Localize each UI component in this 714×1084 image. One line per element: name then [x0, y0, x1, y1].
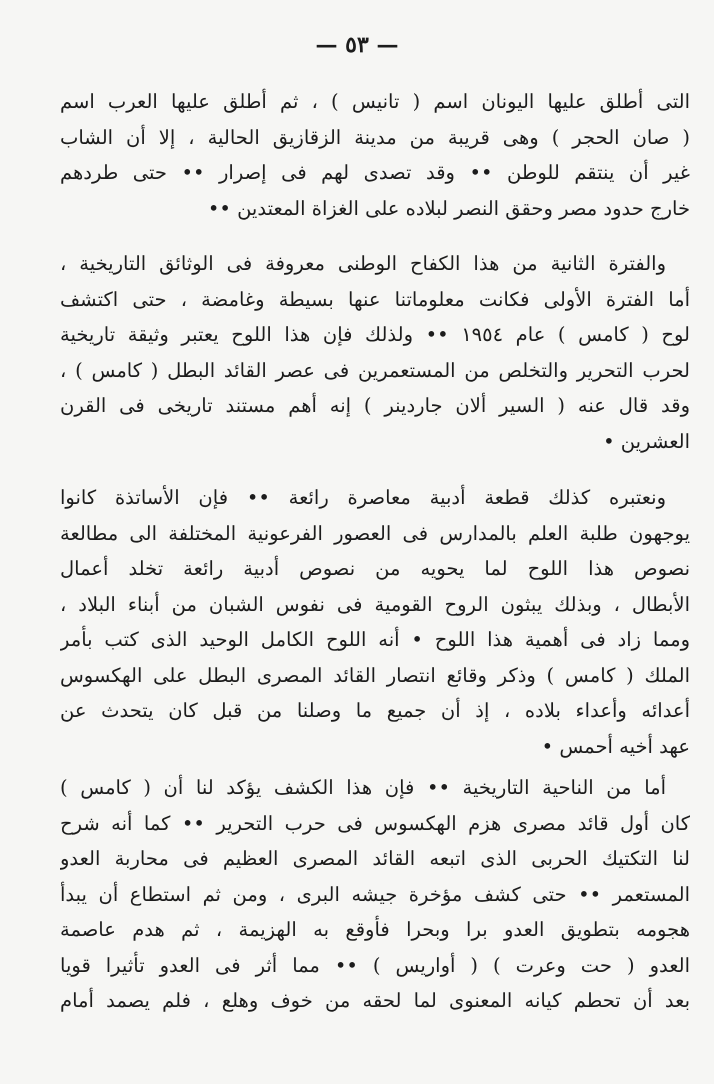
paragraph-3 — [60, 480, 690, 764]
paragraph-line: لحرب التحرير والتخلص من المستعمرين فى عصر القائد البطل ( كامس ) ، — [60, 358, 690, 382]
paragraph-line: كان أول قائد مصرى هزم الهكسوس فى حرب التحرير •• كما أنه شرح — [60, 811, 690, 835]
paragraph-line: الملك ( كامس ) وذكر وقائع انتصار القائد المصرى البطل على الهكسوس — [60, 663, 690, 687]
paragraph-line: أما من الناحية التاريخية •• فإن هذا الكشف يؤكد لنا أن ( كامس ) — [60, 776, 666, 799]
paragraph-line: ونعتبره كذلك قطعة أدبية معاصرة رائعة •• فإن الأساتذة كانوا — [60, 486, 666, 509]
paragraph-line: الأبطال ، وبذلك يبثون الروح القومية فى نفوس الشبان من أبناء البلاد ، — [60, 592, 690, 616]
paragraph-line: نصوص هذا اللوح لما يحويه من نصوص أدبية رائعة تخلد أعمال — [60, 557, 690, 580]
paragraph-line: العشرين • — [603, 429, 690, 453]
paragraph-line: وقد قال عنه ( السير ألان جاردينر ) إنه أهم مستند تاريخى فى القرن — [60, 394, 690, 417]
paragraph-4 — [60, 770, 690, 1019]
paragraph-1 — [60, 84, 690, 226]
paragraph-line: التى أطلق عليها اليونان اسم ( تانيس ) ، ثم أطلق عليها العرب اسم — [60, 90, 690, 113]
paragraph-line: يوجهون طلبة العلم بالمدارس فى العصور الفرعونية المختلفة الى مطالعة — [60, 521, 690, 545]
paragraph-line: غير أن ينتقم للوطن •• وقد تصدى لهم فى إصرار •• حتى طردهم — [60, 161, 690, 184]
paragraph-2 — [60, 246, 690, 459]
paragraph-line: أما الفترة الأولى فكانت معلوماتنا عنها بسيطة وغامضة ، حتى اكتشف — [60, 287, 690, 311]
paragraph-line: ومما زاد فى أهمية هذا اللوح • أنه اللوح الكامل الوحيد الذى كتب بأمر — [60, 628, 690, 651]
paragraph-line: لوح ( كامس ) عام ١٩٥٤ •• ولذلك فإن هذا اللوح يعتبر وثيقة تاريخية — [60, 323, 690, 346]
paragraph-line: أعدائه وأعداء بلاده ، إذ أن جميع ما وصلنا من قبل كان يتحدث عن — [60, 699, 690, 722]
page-number: — ٥٣ — — [315, 32, 399, 58]
paragraph-line: المستعمر •• حتى كشف مؤخرة جيشه البرى ، ومن ثم استطاع أن يبدأ — [60, 882, 690, 906]
paragraph-line: ( صان الحجر ) وهى قريبة من مدينة الزقازيق الحالية ، إلا أن الشاب — [60, 125, 690, 149]
paragraph-line: والفترة الثانية من هذا الكفاح الوطنى معروفة فى الوثائق التاريخية ، — [60, 252, 666, 275]
paragraph-line: هجومه بتطويق العدو برا وبحرا فأوقع به الهزيمة ، ثم هدم عاصمة — [60, 918, 690, 941]
paragraph-line: العدو ( حت وعرت ) ( أواريس ) •• مما أثر فى العدو تأثيرا قويا — [60, 953, 690, 977]
paragraph-line: عهد أخيه أحمس • — [541, 734, 690, 758]
paragraph-line: خارج حدود مصر وحقق النصر لبلاده على الغزاة المعتدين •• — [207, 196, 690, 220]
paragraph-line: لنا التكتيك الحربى الذى اتبعه القائد المصرى العظيم فى محاربة العدو — [60, 847, 690, 870]
paragraph-line: بعد أن تحطم كيانه المعنوى لما لحقه من خوف وهلع ، فلم يصمد أمام — [60, 989, 690, 1012]
